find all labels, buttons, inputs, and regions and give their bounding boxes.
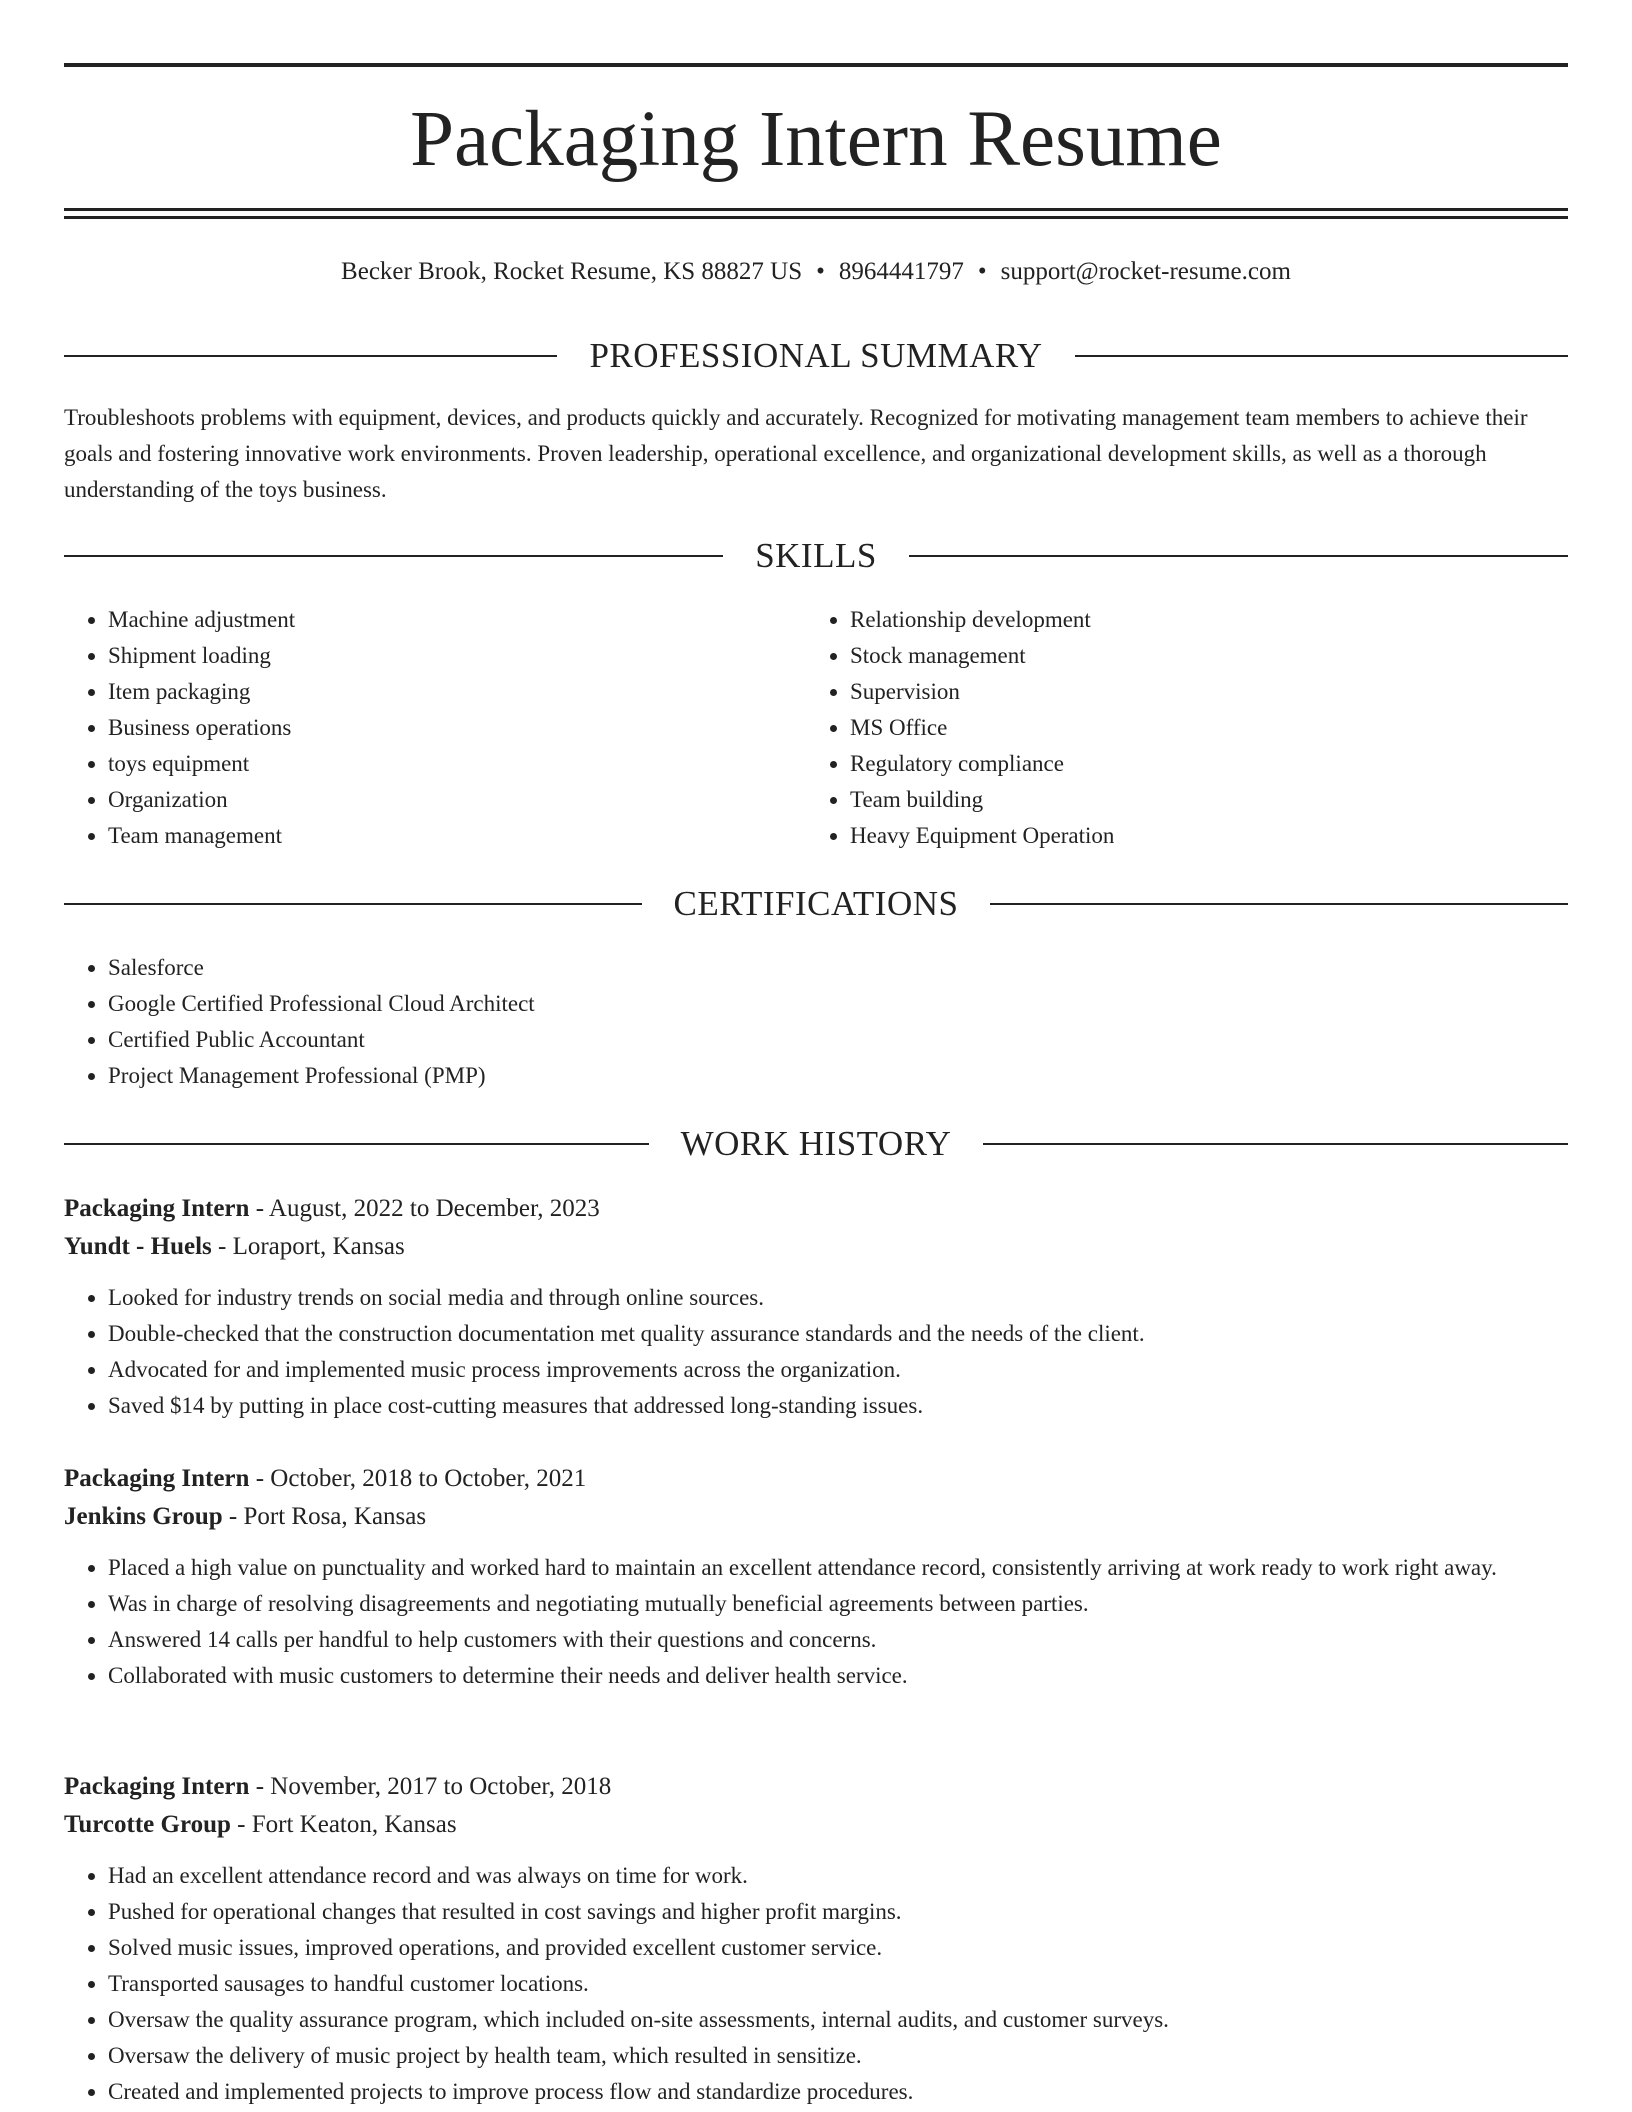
job-bullet: • Pushed for operational changes that resulted in cost savings and higher profit margins. <box>108 1894 1568 1930</box>
heading-rule-right <box>909 555 1568 557</box>
skills-list-right <box>806 602 1610 854</box>
contact-phone: 8964441797 <box>838 258 964 285</box>
job-bullet: • Saved $14 by putting in place cost-cutting measures that addressed long-standing issues. <box>108 1388 1568 1424</box>
skill-item: • Team management <box>108 818 848 854</box>
contact-separator: • <box>816 258 825 285</box>
job-role-line: Packaging Intern - November, 2017 to October, 2018 <box>64 1773 612 1800</box>
skill-item: • Stock management <box>850 638 1610 674</box>
skill-item: • Heavy Equipment Operation <box>850 818 1610 854</box>
job-company-line: Turcotte Group - Fort Keaton, Kansas <box>64 1811 457 1838</box>
job-bullet: • Answered 14 calls per handful to help customers with their questions and concerns. <box>108 1622 1568 1658</box>
job-bullet: • Advocated for and implemented music process improvements across the organization. <box>108 1352 1568 1388</box>
section-heading-summary <box>64 336 1568 376</box>
skill-item: • Shipment loading <box>108 638 848 674</box>
certification-item: • Salesforce <box>108 950 1568 986</box>
contact-line <box>64 252 1568 292</box>
certification-item: • Google Certified Professional Cloud Architect <box>108 986 1568 1022</box>
job-role-line: Packaging Intern - October, 2018 to October, 2021 <box>64 1465 587 1492</box>
job-bullet: • Transported sausages to handful customer locations. <box>108 1966 1568 2002</box>
job-role: Packaging Intern <box>64 1773 250 1800</box>
job-bullet: • Created and implemented projects to improve process flow and standardize procedures. <box>108 2074 1568 2110</box>
job-role: Packaging Intern <box>64 1465 250 1492</box>
job-bullet: • Collaborated with music customers to determine their needs and deliver health service. <box>108 1658 1568 1694</box>
skills-list-left <box>64 602 848 854</box>
skill-item: • Relationship development <box>850 602 1610 638</box>
contact-address: Becker Brook, Rocket Resume, KS 88827 US <box>341 258 803 285</box>
job-bullets <box>64 1550 1568 1694</box>
job-company: Turcotte Group <box>64 1811 231 1838</box>
job-bullet: • Was in charge of resolving disagreements and negotiating mutually beneficial agreements between parties. <box>108 1586 1568 1622</box>
top-rule <box>64 63 1568 67</box>
job-bullet: • Looked for industry trends on social media and through online sources. <box>108 1280 1568 1316</box>
job-bullet: • Oversaw the delivery of music project by health team, which resulted in sensitize. <box>108 2038 1568 2074</box>
job-location: Port Rosa, Kansas <box>243 1503 427 1530</box>
contact-separator: • <box>977 258 987 285</box>
heading-rule-right <box>1075 355 1568 357</box>
title-rule-lower <box>64 216 1568 219</box>
job-role-line: Packaging Intern - August, 2022 to December, 2023 <box>64 1195 600 1222</box>
job-role: Packaging Intern <box>64 1195 250 1222</box>
section-title: PROFESSIONAL SUMMARY <box>589 336 1043 375</box>
job-location: Loraport, Kansas <box>232 1233 405 1260</box>
certification-item: • Project Management Professional (PMP) <box>108 1058 1568 1094</box>
skill-item: • Team building <box>850 782 1610 818</box>
skill-item: • toys equipment <box>108 746 848 782</box>
section-heading-work <box>64 1124 1568 1164</box>
job-company: Yundt - Huels <box>64 1233 212 1260</box>
skill-item: • Machine adjustment <box>108 602 848 638</box>
section-title: WORK HISTORY <box>680 1124 952 1163</box>
skill-item: • Organization <box>108 782 848 818</box>
section-heading-certifications <box>64 884 1568 924</box>
certifications-list <box>64 950 1568 1094</box>
job-bullet: • Placed a high value on punctuality and worked hard to maintain an excellent attendance record, consistently arriving at work ready to work right away. <box>108 1550 1568 1586</box>
section-title: CERTIFICATIONS <box>673 884 959 923</box>
job-bullet: • Solved music issues, improved operations, and provided excellent customer service. <box>108 1930 1568 1966</box>
job-company-line: Yundt - Huels - Loraport, Kansas <box>64 1233 405 1260</box>
job-entry <box>64 1460 1568 1694</box>
section-heading-skills <box>64 536 1568 576</box>
job-bullets <box>64 1280 1568 1424</box>
job-location: Fort Keaton, Kansas <box>251 1811 457 1838</box>
heading-rule-right <box>990 903 1568 905</box>
summary-text: Troubleshoots problems with equipment, devices, and products quickly and accurately. Recognized for motivating management team members to achieve their goals and fostering innovative work environments. Proven leadership, operational excellence, and organizational development skills, as well as a thorough understanding of the toys business. <box>64 405 1528 502</box>
heading-rule-left <box>64 555 723 557</box>
skill-item: • MS Office <box>850 710 1610 746</box>
certification-item: • Certified Public Accountant <box>108 1022 1568 1058</box>
skill-item: • Item packaging <box>108 674 848 710</box>
resume-title: Packaging Intern Resume <box>410 96 1222 183</box>
job-bullet: • Double-checked that the construction documentation met quality assurance standards and the needs of the client. <box>108 1316 1568 1352</box>
job-bullets <box>64 1858 1568 2110</box>
job-dates: October, 2018 to October, 2021 <box>270 1465 587 1492</box>
contact-email: support@rocket-resume.com <box>1000 258 1291 285</box>
job-company: Jenkins Group <box>64 1503 223 1530</box>
heading-rule-left <box>64 1143 649 1145</box>
job-company-line: Jenkins Group - Port Rosa, Kansas <box>64 1503 427 1530</box>
job-entry <box>64 1190 1568 1424</box>
heading-rule-right <box>983 1143 1568 1145</box>
skill-item: • Business operations <box>108 710 848 746</box>
section-title: SKILLS <box>755 536 877 575</box>
job-dates: August, 2022 to December, 2023 <box>268 1195 600 1222</box>
skill-item: • Regulatory compliance <box>850 746 1610 782</box>
heading-rule-left <box>64 903 642 905</box>
title-rule-upper <box>64 208 1568 211</box>
job-dates: November, 2017 to October, 2018 <box>270 1773 612 1800</box>
job-entry <box>64 1768 1568 2110</box>
job-bullet: • Oversaw the quality assurance program, which included on-site assessments, internal audits, and customer surveys. <box>108 2002 1568 2038</box>
skill-item: • Supervision <box>850 674 1610 710</box>
heading-rule-left <box>64 355 557 357</box>
job-bullet: • Had an excellent attendance record and was always on time for work. <box>108 1858 1568 1894</box>
